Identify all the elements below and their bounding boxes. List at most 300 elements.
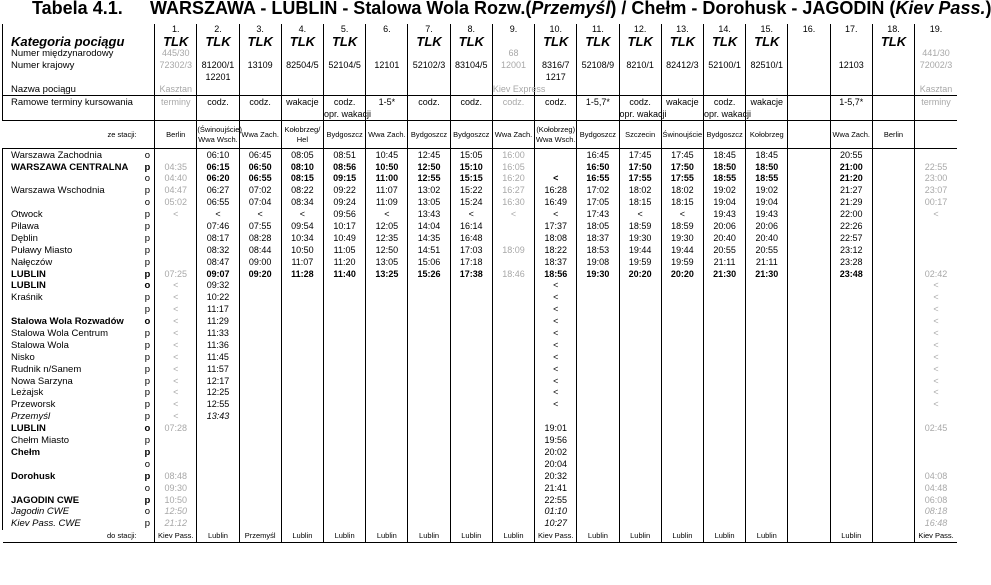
cell-col-1: 21:12 [155, 518, 197, 530]
cell-col-6: 12:05 [366, 221, 408, 233]
row-label: Rudnik n/Sanem [3, 363, 141, 375]
cell-col-1 [155, 458, 197, 470]
cell-col-16 [788, 244, 830, 256]
cell-col-18 [872, 363, 914, 375]
cell-col-3 [239, 375, 281, 387]
cell-col-7: Lublin [408, 530, 450, 542]
cell-col-8 [450, 399, 492, 411]
cell-col-10: 18:37 [535, 256, 577, 268]
cell-col-6 [366, 328, 408, 340]
cell-col-4: 08:22 [281, 185, 323, 197]
arr-dep-marker: o [144, 423, 151, 435]
cell-col-4 [281, 292, 323, 304]
cell-col-8: 17:03 [450, 244, 492, 256]
cell-col-2 [197, 84, 239, 96]
cell-col-2: 12:55 [197, 399, 239, 411]
cell-col-15 [746, 84, 788, 96]
cell-col-10: 01:10 [535, 506, 577, 518]
cell-col-10: 18:22 [535, 244, 577, 256]
cell-col-13 [661, 482, 703, 494]
cell-col-4: wakacje [281, 96, 323, 108]
cell-col-3: < [239, 209, 281, 221]
cell-col-2: 06:20 [197, 173, 239, 185]
cell-col-11 [577, 435, 619, 447]
cell-col-15 [746, 387, 788, 399]
cell-col-4 [281, 470, 323, 482]
cell-col-1: Kiev Pass. [155, 530, 197, 542]
cell-col-2: 11:17 [197, 304, 239, 316]
cell-col-1: Berlin [155, 121, 197, 149]
row-label: Otwock [3, 209, 141, 221]
cell-col-10: 10. [535, 24, 577, 36]
cell-col-12 [619, 435, 661, 447]
cell-col-1 [155, 221, 197, 233]
cell-col-4 [281, 84, 323, 96]
cell-col-8 [450, 375, 492, 387]
cell-col-9 [492, 72, 534, 84]
cell-col-13 [661, 108, 703, 120]
cell-col-5: 09:24 [324, 197, 366, 209]
cell-col-7 [408, 328, 450, 340]
row-label: Nałęczów [3, 256, 141, 268]
timetable-row [3, 268, 958, 280]
cell-col-18 [872, 506, 914, 518]
cell-col-5: 5. [324, 24, 366, 36]
cell-col-1: < [155, 209, 197, 221]
cell-col-4: 10:50 [281, 244, 323, 256]
cell-col-16 [788, 351, 830, 363]
cell-col-8: 8. [450, 24, 492, 36]
cell-col-6: Lublin [366, 530, 408, 542]
cell-col-8: 16:48 [450, 232, 492, 244]
cell-col-7 [408, 399, 450, 411]
cell-col-18 [872, 72, 914, 84]
cell-col-9 [492, 292, 534, 304]
cell-col-16 [788, 221, 830, 233]
cell-col-18 [872, 221, 914, 233]
cell-col-12 [619, 411, 661, 423]
cell-col-14 [703, 447, 745, 459]
cell-col-11 [577, 411, 619, 423]
cell-col-10: < [535, 328, 577, 340]
cell-col-4 [281, 411, 323, 423]
cell-col-19: 23:00 [915, 173, 957, 185]
page-title: WARSZAWA - LUBLIN - Stalowa Wola Rozw.(Przemyśl) / Chełm - Dorohusk - JAGODIN (Kiev Pass.) [150, 0, 991, 18]
cell-col-12: < [619, 209, 661, 221]
cell-col-13 [661, 423, 703, 435]
cell-col-14 [703, 506, 745, 518]
cell-col-4: 08:34 [281, 197, 323, 209]
cell-col-4 [281, 399, 323, 411]
cell-col-13 [661, 458, 703, 470]
cell-col-19 [915, 411, 957, 423]
cell-col-14: 18:45 [703, 149, 745, 161]
cell-col-5: 10:49 [324, 232, 366, 244]
cell-col-3: 13109 [239, 60, 281, 72]
cell-col-2 [197, 494, 239, 506]
cell-col-11: 19:08 [577, 256, 619, 268]
cell-col-13: 17:50 [661, 161, 703, 173]
timetable-row [3, 280, 958, 292]
cell-col-10: < [535, 316, 577, 328]
cell-col-18 [872, 316, 914, 328]
cell-col-18 [872, 185, 914, 197]
cell-col-12: TLK [619, 36, 661, 48]
cell-col-11 [577, 458, 619, 470]
arr-dep-marker: p [144, 351, 151, 363]
cell-col-2: 11:29 [197, 316, 239, 328]
cell-col-5 [324, 72, 366, 84]
cell-col-2 [197, 470, 239, 482]
cell-col-7: 12:50 [408, 161, 450, 173]
cell-col-3: 07:02 [239, 185, 281, 197]
cell-col-14: 19:04 [703, 197, 745, 209]
cell-col-5 [324, 375, 366, 387]
cell-col-13 [661, 387, 703, 399]
cell-col-7 [408, 518, 450, 530]
cell-col-14: 52100/1 [703, 60, 745, 72]
cell-col-12 [619, 72, 661, 84]
cell-col-18 [872, 268, 914, 280]
cell-col-17 [830, 447, 872, 459]
cell-col-16 [788, 280, 830, 292]
cell-col-12: opr. wakacji [619, 108, 667, 119]
cell-col-8: 15:24 [450, 197, 492, 209]
cell-col-15: 18:45 [746, 149, 788, 161]
arr-dep-marker [141, 121, 155, 149]
cell-col-3: 06:50 [239, 161, 281, 173]
cell-col-11 [577, 375, 619, 387]
cell-col-9 [492, 280, 534, 292]
cell-col-16 [788, 108, 830, 120]
cell-col-6 [366, 470, 408, 482]
cell-col-14 [703, 351, 745, 363]
cell-col-10: 16:49 [535, 197, 577, 209]
row-label: LUBLIN [3, 423, 141, 435]
cell-col-16 [788, 304, 830, 316]
cell-col-11: 52108/9 [577, 60, 619, 72]
cell-col-14 [703, 363, 745, 375]
cell-col-6 [366, 399, 408, 411]
cell-col-8: 15:22 [450, 185, 492, 197]
cell-col-7 [408, 48, 450, 60]
cell-col-5 [324, 411, 366, 423]
cell-col-15: Kołobrzeg [746, 121, 788, 149]
cell-col-13: 20:20 [661, 268, 703, 280]
cell-col-4 [281, 351, 323, 363]
cell-col-14 [703, 482, 745, 494]
cell-col-10: 20:04 [535, 458, 577, 470]
arr-dep-marker: o [144, 316, 151, 328]
cell-col-19: < [915, 339, 957, 351]
cell-col-2: 09:32 [197, 280, 239, 292]
cell-col-17: Lublin [830, 530, 872, 542]
cell-col-10: 22:55 [535, 494, 577, 506]
cell-col-3 [239, 363, 281, 375]
cell-col-17 [830, 375, 872, 387]
cell-col-9: 18:46 [492, 268, 534, 280]
cell-col-12 [619, 351, 661, 363]
cell-col-10 [535, 411, 577, 423]
cell-col-7: 13:02 [408, 185, 450, 197]
cell-col-18 [872, 96, 914, 108]
cell-col-19: 02:45 [915, 423, 957, 435]
cell-col-2 [197, 458, 239, 470]
cell-col-5 [324, 292, 366, 304]
cell-col-4 [281, 108, 323, 120]
cell-col-9 [492, 399, 534, 411]
cell-col-3 [239, 399, 281, 411]
cell-col-19 [915, 232, 957, 244]
cell-col-14 [703, 292, 745, 304]
cell-col-9 [492, 221, 534, 233]
arr-dep-marker: p [144, 399, 151, 411]
cell-col-8 [450, 435, 492, 447]
cell-col-5 [324, 84, 366, 96]
cell-col-12: 8210/1 [619, 60, 661, 72]
cell-col-4: < [281, 209, 323, 221]
cell-col-15 [746, 447, 788, 459]
cell-col-15 [746, 375, 788, 387]
cell-col-7 [408, 458, 450, 470]
cell-col-11: TLK [577, 36, 619, 48]
cell-col-15: 19:43 [746, 209, 788, 221]
cell-col-8 [450, 316, 492, 328]
cell-col-15 [746, 363, 788, 375]
cell-col-1: 05:02 [155, 197, 197, 209]
row-label [3, 304, 141, 316]
cell-col-5 [324, 328, 366, 340]
cell-col-13 [661, 518, 703, 530]
cell-col-2: codz. [197, 96, 239, 108]
row-label: Chełm [3, 447, 141, 459]
cell-col-6 [366, 339, 408, 351]
cell-col-1: 09:30 [155, 482, 197, 494]
cell-col-11: 17:02 [577, 185, 619, 197]
cell-col-16 [788, 84, 830, 96]
cell-col-2 [197, 506, 239, 518]
row-label: Numer międzynarodowy [3, 48, 141, 60]
cell-col-16 [788, 197, 830, 209]
cell-col-4 [281, 339, 323, 351]
cell-col-18 [872, 399, 914, 411]
cell-col-2 [197, 447, 239, 459]
cell-col-9 [492, 470, 534, 482]
from-station-row [3, 121, 958, 149]
cell-col-3 [239, 48, 281, 60]
cell-col-6 [366, 36, 408, 48]
cell-col-12 [619, 423, 661, 435]
cell-col-12: 17:50 [619, 161, 661, 173]
cell-col-15: 20:40 [746, 232, 788, 244]
cell-col-19: 08:18 [915, 506, 957, 518]
cell-col-5 [324, 423, 366, 435]
cell-col-11: 19:30 [577, 268, 619, 280]
timetable [2, 24, 957, 543]
cell-col-10: TLK [535, 36, 577, 48]
cell-col-1: 445/30 [155, 48, 197, 60]
cell-col-10: < [535, 363, 577, 375]
cell-col-15 [746, 72, 788, 84]
arr-dep-marker: p [144, 411, 151, 423]
cell-col-6 [366, 447, 408, 459]
cell-col-16 [788, 411, 830, 423]
arr-dep-marker: p [144, 363, 151, 375]
cell-col-7: 12:55 [408, 173, 450, 185]
arr-dep-marker: p [144, 161, 151, 173]
cell-col-3 [239, 494, 281, 506]
cell-col-3: TLK [239, 36, 281, 48]
cell-col-15: wakacje [746, 96, 788, 108]
cell-col-19: 04:08 [915, 470, 957, 482]
cell-col-7 [408, 292, 450, 304]
arr-dep-marker: p [144, 209, 151, 221]
cell-col-9: 16:00 [492, 149, 534, 161]
intl-number-row [3, 48, 958, 60]
cell-col-12 [619, 316, 661, 328]
cell-col-3 [239, 506, 281, 518]
row-label: Jagodin CWE [3, 506, 141, 518]
cell-col-19: < [915, 292, 957, 304]
cell-col-19: 06:08 [915, 494, 957, 506]
cell-col-18 [872, 149, 914, 161]
cell-col-10: < [535, 375, 577, 387]
cell-col-4 [281, 518, 323, 530]
cell-col-18 [872, 339, 914, 351]
cell-col-12 [619, 304, 661, 316]
cell-col-6: 11:07 [366, 185, 408, 197]
arr-dep-marker: p [144, 328, 151, 340]
cell-col-16 [788, 121, 830, 149]
cell-col-2 [197, 423, 239, 435]
cell-col-3: 08:28 [239, 232, 281, 244]
cell-col-14 [703, 375, 745, 387]
cell-col-2: 81200/1 [197, 60, 239, 72]
cell-col-15: 20:06 [746, 221, 788, 233]
cell-col-1: < [155, 411, 197, 423]
row-label: Chełm Miasto [3, 435, 141, 447]
cell-col-11: 16:50 [577, 161, 619, 173]
cell-col-11 [577, 84, 619, 96]
cell-col-9 [492, 482, 534, 494]
arr-dep-marker: p [144, 339, 151, 351]
timetable-row [3, 458, 958, 470]
arr-dep-marker [141, 530, 155, 542]
cell-col-9 [492, 506, 534, 518]
cell-col-5 [324, 339, 366, 351]
cell-col-13: wakacje [661, 96, 703, 108]
cell-col-18 [872, 256, 914, 268]
cell-col-6 [366, 506, 408, 518]
cell-col-16 [788, 447, 830, 459]
cell-col-13 [661, 399, 703, 411]
cell-col-19: 02:42 [915, 268, 957, 280]
cell-col-10: < [535, 304, 577, 316]
cell-col-19: 19. [915, 24, 957, 36]
cell-col-14: 20:40 [703, 232, 745, 244]
cell-col-17 [830, 292, 872, 304]
cell-col-14: 18:50 [703, 161, 745, 173]
cell-col-15: 19:04 [746, 197, 788, 209]
cell-col-4 [281, 72, 323, 84]
cell-col-14 [703, 339, 745, 351]
cell-col-10 [535, 108, 577, 120]
row-label [3, 173, 141, 185]
cell-col-14 [703, 387, 745, 399]
cell-col-18 [872, 304, 914, 316]
cell-col-1: 08:48 [155, 470, 197, 482]
cell-col-17 [830, 411, 872, 423]
arr-dep-marker: p [144, 268, 151, 280]
row-label [3, 108, 141, 120]
cell-col-4 [281, 494, 323, 506]
cell-col-4 [281, 482, 323, 494]
cell-col-9: 16:30 [492, 197, 534, 209]
cell-col-5 [324, 518, 366, 530]
cell-col-11 [577, 399, 619, 411]
cell-col-18 [872, 411, 914, 423]
cell-col-19: 441/30 [915, 48, 957, 60]
timetable-row [3, 316, 958, 328]
row-label [3, 482, 141, 494]
cell-col-5: 11:40 [324, 268, 366, 280]
cell-col-8 [450, 280, 492, 292]
cell-col-11 [577, 108, 619, 120]
cell-col-17 [830, 387, 872, 399]
cell-col-3 [239, 423, 281, 435]
cell-col-14 [703, 48, 745, 60]
cell-col-12 [619, 48, 661, 60]
row-label: Ramowe terminy kursowania [3, 96, 141, 108]
cell-col-13 [661, 411, 703, 423]
cell-col-16 [788, 149, 830, 161]
arr-dep-marker: o [144, 506, 151, 518]
cell-col-11 [577, 470, 619, 482]
cell-col-9 [492, 339, 534, 351]
cell-col-6 [366, 280, 408, 292]
cell-col-11 [577, 494, 619, 506]
cell-col-1: 72302/3 [155, 60, 197, 72]
arr-dep-marker: o [144, 280, 151, 292]
cell-col-11 [577, 48, 619, 60]
cell-col-3: 06:45 [239, 149, 281, 161]
cell-col-6 [366, 351, 408, 363]
cell-col-10: < [535, 387, 577, 399]
cell-col-1: 04:40 [155, 173, 197, 185]
cell-col-7 [408, 316, 450, 328]
cell-col-1: 1. [155, 24, 197, 36]
cell-col-6: 1-5* [366, 96, 408, 108]
cell-col-15: 21:30 [746, 268, 788, 280]
cell-col-18 [872, 423, 914, 435]
cell-col-13 [661, 328, 703, 340]
cell-col-13 [661, 470, 703, 482]
cell-col-15 [746, 351, 788, 363]
cell-col-19 [915, 244, 957, 256]
cell-col-2: 12:25 [197, 387, 239, 399]
cell-col-12: Szczecin [619, 121, 661, 149]
timetable-row [3, 435, 958, 447]
cell-col-15 [746, 518, 788, 530]
cell-col-16 [788, 185, 830, 197]
cell-col-17 [830, 351, 872, 363]
arr-dep-marker [141, 84, 155, 96]
cell-col-2: TLK [197, 36, 239, 48]
cell-col-7 [408, 482, 450, 494]
cell-col-14 [703, 423, 745, 435]
cell-col-15 [746, 494, 788, 506]
timetable-row [3, 244, 958, 256]
